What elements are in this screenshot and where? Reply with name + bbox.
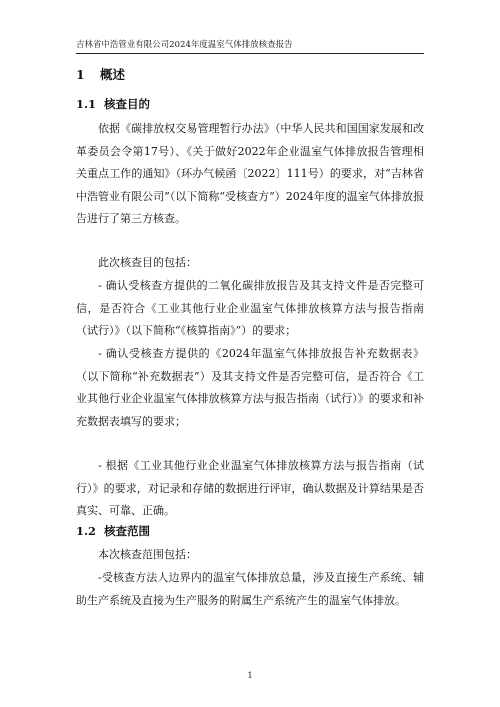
section-1-heading	[76, 67, 125, 83]
section-1-2-number: 1.2	[76, 524, 97, 538]
scope-item-1: -受核查方法人边界内的温室气体排放总量，涉及直接生产系统、辅助生产系统及直接为生产服务的附属生产系统产生的温室气体排放。	[76, 571, 424, 607]
purpose-intro-paragraph: 依据《碳排放权交易管理暂行办法》（中华人民共和国国家发展和改革委员会令第17号）、《关于做好2022年企业温室气体排放报告管理相关重点工作的通知》（环办气候函〔2022〕111号）的要求，对“吉林省中浩管业有限公司”（以下简称“受核查方”）2024年度的温室气体排放报告进行了第三方核查。	[76, 122, 424, 226]
purpose-item-3: - 根据《工业其他行业企业温室气体排放核算方法与报告指南（试行）》的要求，对记录和存储的数据进行评审，确认数据及计算结果是否真实、可靠、正确。	[76, 459, 424, 518]
section-1-title: 概述	[100, 67, 126, 82]
section-1-1-title: 核查目的	[104, 97, 150, 111]
scope-list-lead: 本次核查范围包括：	[98, 548, 197, 561]
section-1-2-heading	[76, 523, 150, 539]
section-1-1-heading	[76, 96, 150, 112]
section-1-1-number: 1.1	[76, 97, 97, 111]
purpose-item-2: - 确认受核查方提供的《2024年温室气体排放报告补充数据表》（以下简称“补充数据表”）及其支持文件是否完整可信，是否符合《工业其他行业企业温室气体排放核算方法与报告指南（试行）》的要求和补充数据表填写的要求；	[76, 347, 424, 428]
section-1-number: 1	[76, 67, 85, 82]
running-header: 吉林省中浩管业有限公司2024年度温室气体排放核查报告	[76, 38, 424, 54]
purpose-item-1: - 确认受核查方提供的二氧化碳排放报告及其支持文件是否完整可信，是否符合《工业其他行业企业温室气体排放核算方法与报告指南（试行）》（以下简称“《核算指南》”）的要求；	[76, 279, 424, 338]
section-1-2-title: 核查范围	[104, 524, 150, 538]
page-number: 1	[247, 671, 253, 680]
purpose-list-lead: 此次核查目的包括：	[98, 256, 197, 269]
